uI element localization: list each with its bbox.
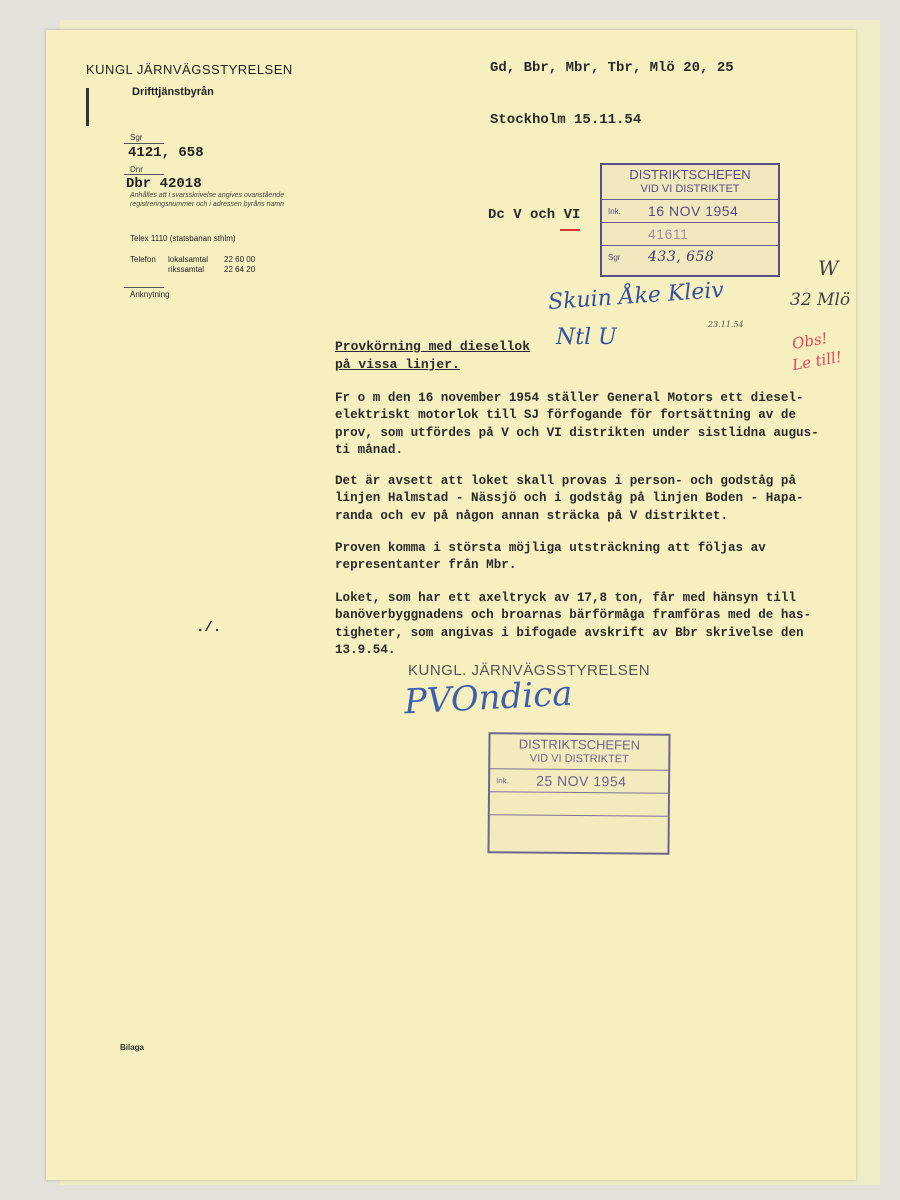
stamp1-mid-value: 41611 — [648, 226, 689, 242]
lokal-number: 22 60 00 — [224, 255, 256, 264]
stamp1-mid-row — [602, 223, 778, 246]
stamp1-header — [602, 165, 778, 200]
anknytning-rule — [124, 287, 164, 288]
subject-line2: på vissa linjer. — [335, 357, 460, 372]
handwritten-w: W — [818, 256, 839, 280]
riks-label: rikssamtal — [168, 265, 205, 274]
dnr-label: Dnr — [130, 165, 143, 174]
handwritten-date: 23.11.54 — [708, 320, 744, 329]
signature-org-stamp: KUNGL. JÄRNVÄGSSTYRELSEN — [408, 662, 651, 679]
stamp1-ink-row — [602, 200, 778, 223]
letterhead-bureau: Drifttjänstbyrån — [132, 86, 214, 98]
distribution-line: Gd, Bbr, Mbr, Tbr, Mlö 20, 25 — [490, 60, 734, 76]
body-paragraph-1: Fr o m den 16 november 1954 ställer General Motors ett diesel- elektriskt motorlok till SJ förfogande för fortsättning av de prov, som utfördes på V och VI distrikten under sistlidna augus- ti månad. — [335, 391, 819, 458]
stamp2-ink-date: 25 NOV 1954 — [536, 772, 627, 790]
stamp2-row-2 — [490, 792, 668, 817]
stamp1-title1: DISTRIKTSCHEFEN — [629, 167, 751, 182]
stamp2-ink-label: Ink. — [496, 775, 510, 785]
lokal-label: lokalsamtal — [168, 255, 209, 264]
stamp1-ink-date: 16 NOV 1954 — [648, 203, 739, 219]
signature: PVOndica — [403, 673, 574, 723]
stamp2-title1: DISTRIKTSCHEFEN — [518, 736, 641, 753]
telex: Telex 1110 (statsbanan sthlm) — [130, 234, 236, 243]
dnr-value: Dbr 42018 — [126, 176, 202, 192]
telephone-block — [130, 255, 264, 274]
body-paragraph-3: Proven komma i största möjliga utsträckning att följas av representanter från Mbr. — [335, 541, 766, 573]
enclosure-mark: ./. — [196, 620, 222, 636]
reference-note: Anhålles att i svarsskrivelse angives ovanstående registreringsnummer och i adressen byråns namn — [130, 192, 285, 208]
stamp1-sgr-label: Sgr — [608, 252, 621, 262]
riks-number: 22 64 20 — [224, 265, 256, 274]
received-stamp-1 — [600, 163, 780, 277]
red-note-obs: Obs! — [790, 329, 829, 353]
subject-line1: Provkörning med diesellok — [335, 339, 531, 354]
received-stamp-2 — [487, 732, 670, 855]
telefon-label: Telefon — [130, 255, 156, 264]
footer-label: Bilaga — [120, 1043, 145, 1052]
stamp2-ink-row — [490, 769, 668, 794]
handwritten-marks: Ntl U — [556, 325, 617, 350]
stamp1-ink-label: Ink. — [608, 206, 621, 216]
sgr-rule — [124, 143, 164, 144]
sgr-value: 4121, 658 — [128, 145, 204, 161]
margin-mark — [86, 88, 89, 126]
stamp2-row-3 — [490, 815, 668, 839]
dnr-rule — [124, 174, 164, 175]
stamp1-sgr-row — [602, 246, 778, 268]
sgr-label: Sgr — [130, 133, 143, 142]
stamp2-header — [490, 734, 668, 771]
body-paragraph-2: Det är avsett att loket skall provas i person- och godståg på linjen Halmstad - Nässjö och i godståg på linjen Boden - Hapa- randa och ev på någon annan sträcka på V distriktet. — [335, 474, 804, 523]
red-underline — [560, 229, 580, 231]
letterhead-org: KUNGL JÄRNVÄGSSTYRELSEN — [86, 62, 293, 77]
place-date: Stockholm 15.11.54 — [490, 112, 642, 128]
anknytning: Anknytning — [130, 290, 170, 299]
stamp1-title2: VID VI DISTRIKTET — [640, 183, 740, 195]
red-note-till: Le till! — [790, 347, 844, 375]
body-paragraph-4: Loket, som har ett axeltryck av 17,8 ton, får med hänsyn till banöverbyggnadens och broarnas bärförmåga framföras med de has- tigheter, som angivas i bifogade avskrift av Bbr skrivelse den 13.9.54. — [335, 591, 812, 658]
handwritten-number: 32 Mlö — [790, 290, 851, 310]
stamp1-sgr-value: 433, 658 — [648, 249, 715, 265]
recipient: Dc V och VI — [488, 207, 581, 223]
handwritten-names: Skuin Åke Kleiv — [547, 277, 725, 316]
stamp2-title2: VID VI DISTRIKTET — [529, 752, 629, 766]
